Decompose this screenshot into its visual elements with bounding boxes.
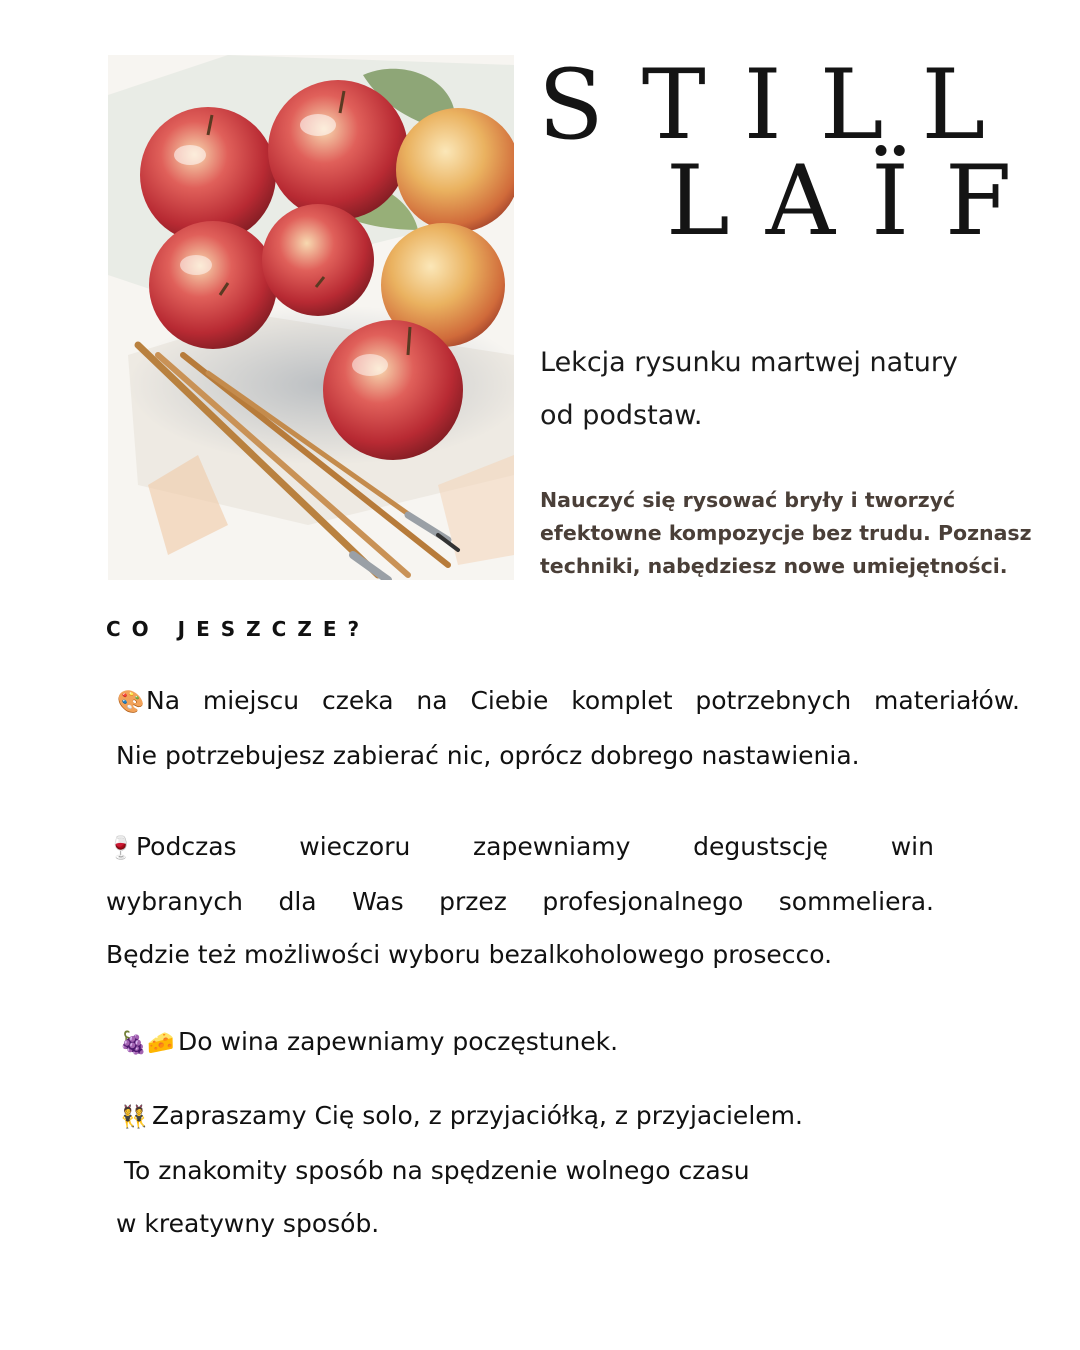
- word: wybranych: [106, 887, 243, 916]
- subtitle-line-1: Lekcja rysunku martwej natury: [540, 347, 958, 378]
- subtitle: [540, 336, 1020, 442]
- word: miejscu: [202, 686, 300, 715]
- palette-icon: 🎨: [117, 690, 145, 715]
- paragraph-snacks: [106, 1015, 1020, 1070]
- paragraph-invitation-line-2: To znakomity sposób na spędzenie wolnego czasu: [124, 1156, 750, 1185]
- word: czeka: [321, 686, 394, 715]
- paragraph-materials-line-1: [106, 674, 1020, 729]
- word: Na: [146, 686, 181, 715]
- word: Was: [352, 887, 404, 916]
- paragraph-materials-line-2: Nie potrzebujesz zabierać nic, oprócz dobrego nastawienia.: [116, 741, 860, 770]
- word: przez: [439, 887, 507, 916]
- word: Ciebie: [470, 686, 549, 715]
- lead-line-1: Nauczyć się rysować bryły i tworzyć: [540, 488, 956, 512]
- paragraph-wine-line-1: [106, 820, 934, 875]
- grapes-cheese-icon: 🍇🧀: [119, 1031, 175, 1056]
- invitation-text: Zapraszamy Cię solo, z przyjaciółką, z przyjacielem.: [152, 1101, 803, 1130]
- paragraph-wine-line-2: [106, 875, 934, 928]
- lead-paragraph: [540, 484, 1050, 583]
- still-life-apples-illustration: [108, 55, 514, 580]
- paragraph-wine-tasting: [106, 820, 934, 981]
- paragraph-snacks-line-1: [106, 1015, 1020, 1070]
- paragraph-wine-line-3: Będzie też możliwości wyboru bezalkoholowego prosecco.: [106, 940, 833, 969]
- word: win: [890, 832, 934, 861]
- lead-line-3: techniki, nabędziesz nowe umiejętności.: [540, 554, 1008, 578]
- word: na: [416, 686, 448, 715]
- paragraph-invitation-line-1: [106, 1089, 1020, 1144]
- word: dla: [278, 887, 317, 916]
- wine-glass-icon: 🍷: [107, 836, 135, 861]
- section-heading: CO JESZCZE?: [106, 617, 371, 641]
- title-line-2: LAÏF: [666, 145, 1048, 257]
- lead-line-2: efektowne kompozycje bez trudu. Poznasz: [540, 521, 1032, 545]
- paragraph-invitation-line-3: w kreatywny sposób.: [116, 1209, 380, 1238]
- paragraph-materials: [106, 674, 1020, 782]
- word: materiałów.: [874, 686, 1020, 715]
- title-line-1: STILL: [538, 49, 1024, 161]
- snacks-text: Do wina zapewniamy poczęstunek.: [178, 1027, 619, 1056]
- word: profesjonalnego: [542, 887, 744, 916]
- word: degustscję: [693, 832, 829, 861]
- word: Podczas: [136, 832, 237, 861]
- subtitle-line-2: od podstaw.: [540, 400, 703, 431]
- word: komplet: [571, 686, 673, 715]
- paragraph-invitation: [106, 1089, 1020, 1250]
- word: wieczoru: [299, 832, 411, 861]
- word: potrzebnych: [695, 686, 852, 715]
- two-people-icon: 👯: [120, 1105, 148, 1130]
- word: sommeliera.: [778, 887, 934, 916]
- word: zapewniamy: [473, 832, 631, 861]
